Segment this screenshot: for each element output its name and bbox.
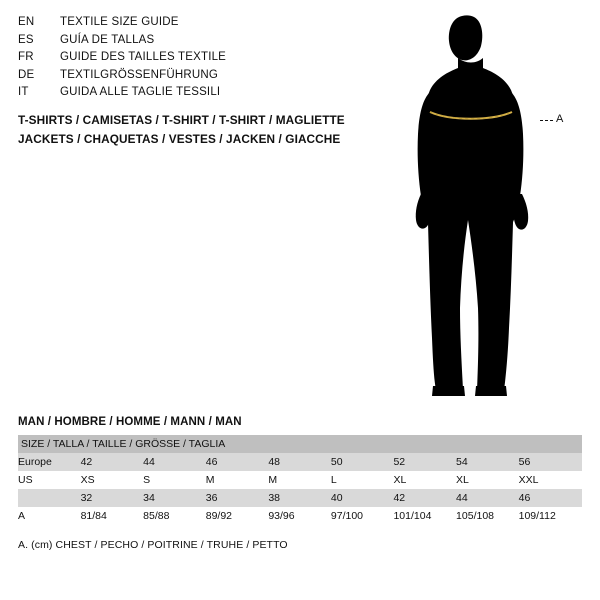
- language-code: ES: [18, 33, 34, 46]
- language-text: TEXTILGRÖSSENFÜHRUNG: [60, 68, 218, 81]
- cell-value: 40: [331, 489, 394, 507]
- table-row: [18, 471, 582, 489]
- cell-value: 44: [143, 453, 206, 471]
- chest-label-a: A: [556, 113, 564, 125]
- cell-value: 32: [81, 489, 144, 507]
- cell-value: 109/112: [519, 507, 582, 525]
- cell-value: 44: [456, 489, 519, 507]
- cell-value: 105/108: [456, 507, 519, 525]
- cell-value: 101/104: [393, 507, 456, 525]
- language-header-block: [18, 14, 398, 102]
- table-row: [18, 507, 582, 525]
- language-row: [18, 67, 398, 85]
- category-jackets: JACKETS / CHAQUETAS / VESTES / JACKEN / GIACCHE: [18, 132, 341, 146]
- cell-value: 36: [206, 489, 269, 507]
- table-row: [18, 453, 582, 471]
- language-row: [18, 84, 398, 102]
- cell-value: 54: [456, 453, 519, 471]
- cell-value: XS: [81, 471, 144, 489]
- cell-value: 50: [331, 453, 394, 471]
- language-text: GUÍA DE TALLAS: [60, 33, 155, 46]
- category-block: [18, 111, 418, 149]
- cell-value: XL: [393, 471, 456, 489]
- language-row: [18, 14, 398, 32]
- cell-value: 46: [206, 453, 269, 471]
- row-label-us: US: [18, 471, 81, 489]
- table-title-man: MAN / HOMBRE / HOMME / MANN / MAN: [18, 416, 242, 428]
- cell-value: M: [268, 471, 331, 489]
- cell-value: 81/84: [81, 507, 144, 525]
- category-tshirts: T-SHIRTS / CAMISETAS / T-SHIRT / T-SHIRT / MAGLIETTE: [18, 113, 345, 127]
- cell-value: XXL: [519, 471, 582, 489]
- cell-value: 48: [268, 453, 331, 471]
- size-table: [18, 435, 582, 525]
- cell-value: 97/100: [331, 507, 394, 525]
- language-text: GUIDA ALLE TAGLIE TESSILI: [60, 86, 221, 98]
- cell-value: 93/96: [268, 507, 331, 525]
- cell-value: 56: [519, 453, 582, 471]
- language-row: [18, 32, 398, 50]
- language-code: IT: [18, 86, 29, 98]
- cell-value: L: [331, 471, 394, 489]
- cell-value: 34: [143, 489, 206, 507]
- cell-value: XL: [456, 471, 519, 489]
- chest-leader-line: [540, 120, 553, 121]
- cell-value: 46: [519, 489, 582, 507]
- language-code: EN: [18, 16, 35, 28]
- row-label-blank: [18, 489, 81, 507]
- table-row: [18, 489, 582, 507]
- cell-value: 89/92: [206, 507, 269, 525]
- language-row: [18, 49, 398, 67]
- cell-value: S: [143, 471, 206, 489]
- cell-value: 42: [81, 453, 144, 471]
- table-header-row: [18, 435, 582, 453]
- size-table-section: [18, 416, 582, 551]
- language-text: GUIDE DES TAILLES TEXTILE: [60, 51, 227, 63]
- cell-value: 42: [393, 489, 456, 507]
- cell-value: 38: [268, 489, 331, 507]
- cell-value: 85/88: [143, 507, 206, 525]
- language-text: TEXTILE SIZE GUIDE: [60, 16, 179, 28]
- table-header-label: SIZE / TALLA / TAILLE / GRÖSSE / TAGLIA: [18, 435, 582, 453]
- cell-value: 52: [393, 453, 456, 471]
- row-label-a: A: [18, 507, 81, 525]
- table-footnote: A. (cm) CHEST / PECHO / POITRINE / TRUHE / PETTO: [18, 539, 288, 551]
- language-code: FR: [18, 51, 34, 63]
- cell-value: M: [206, 471, 269, 489]
- male-silhouette-icon: [400, 8, 600, 408]
- row-label-europe: Europe: [18, 453, 81, 471]
- male-figure-illustration: [400, 8, 600, 408]
- language-code: DE: [18, 68, 35, 81]
